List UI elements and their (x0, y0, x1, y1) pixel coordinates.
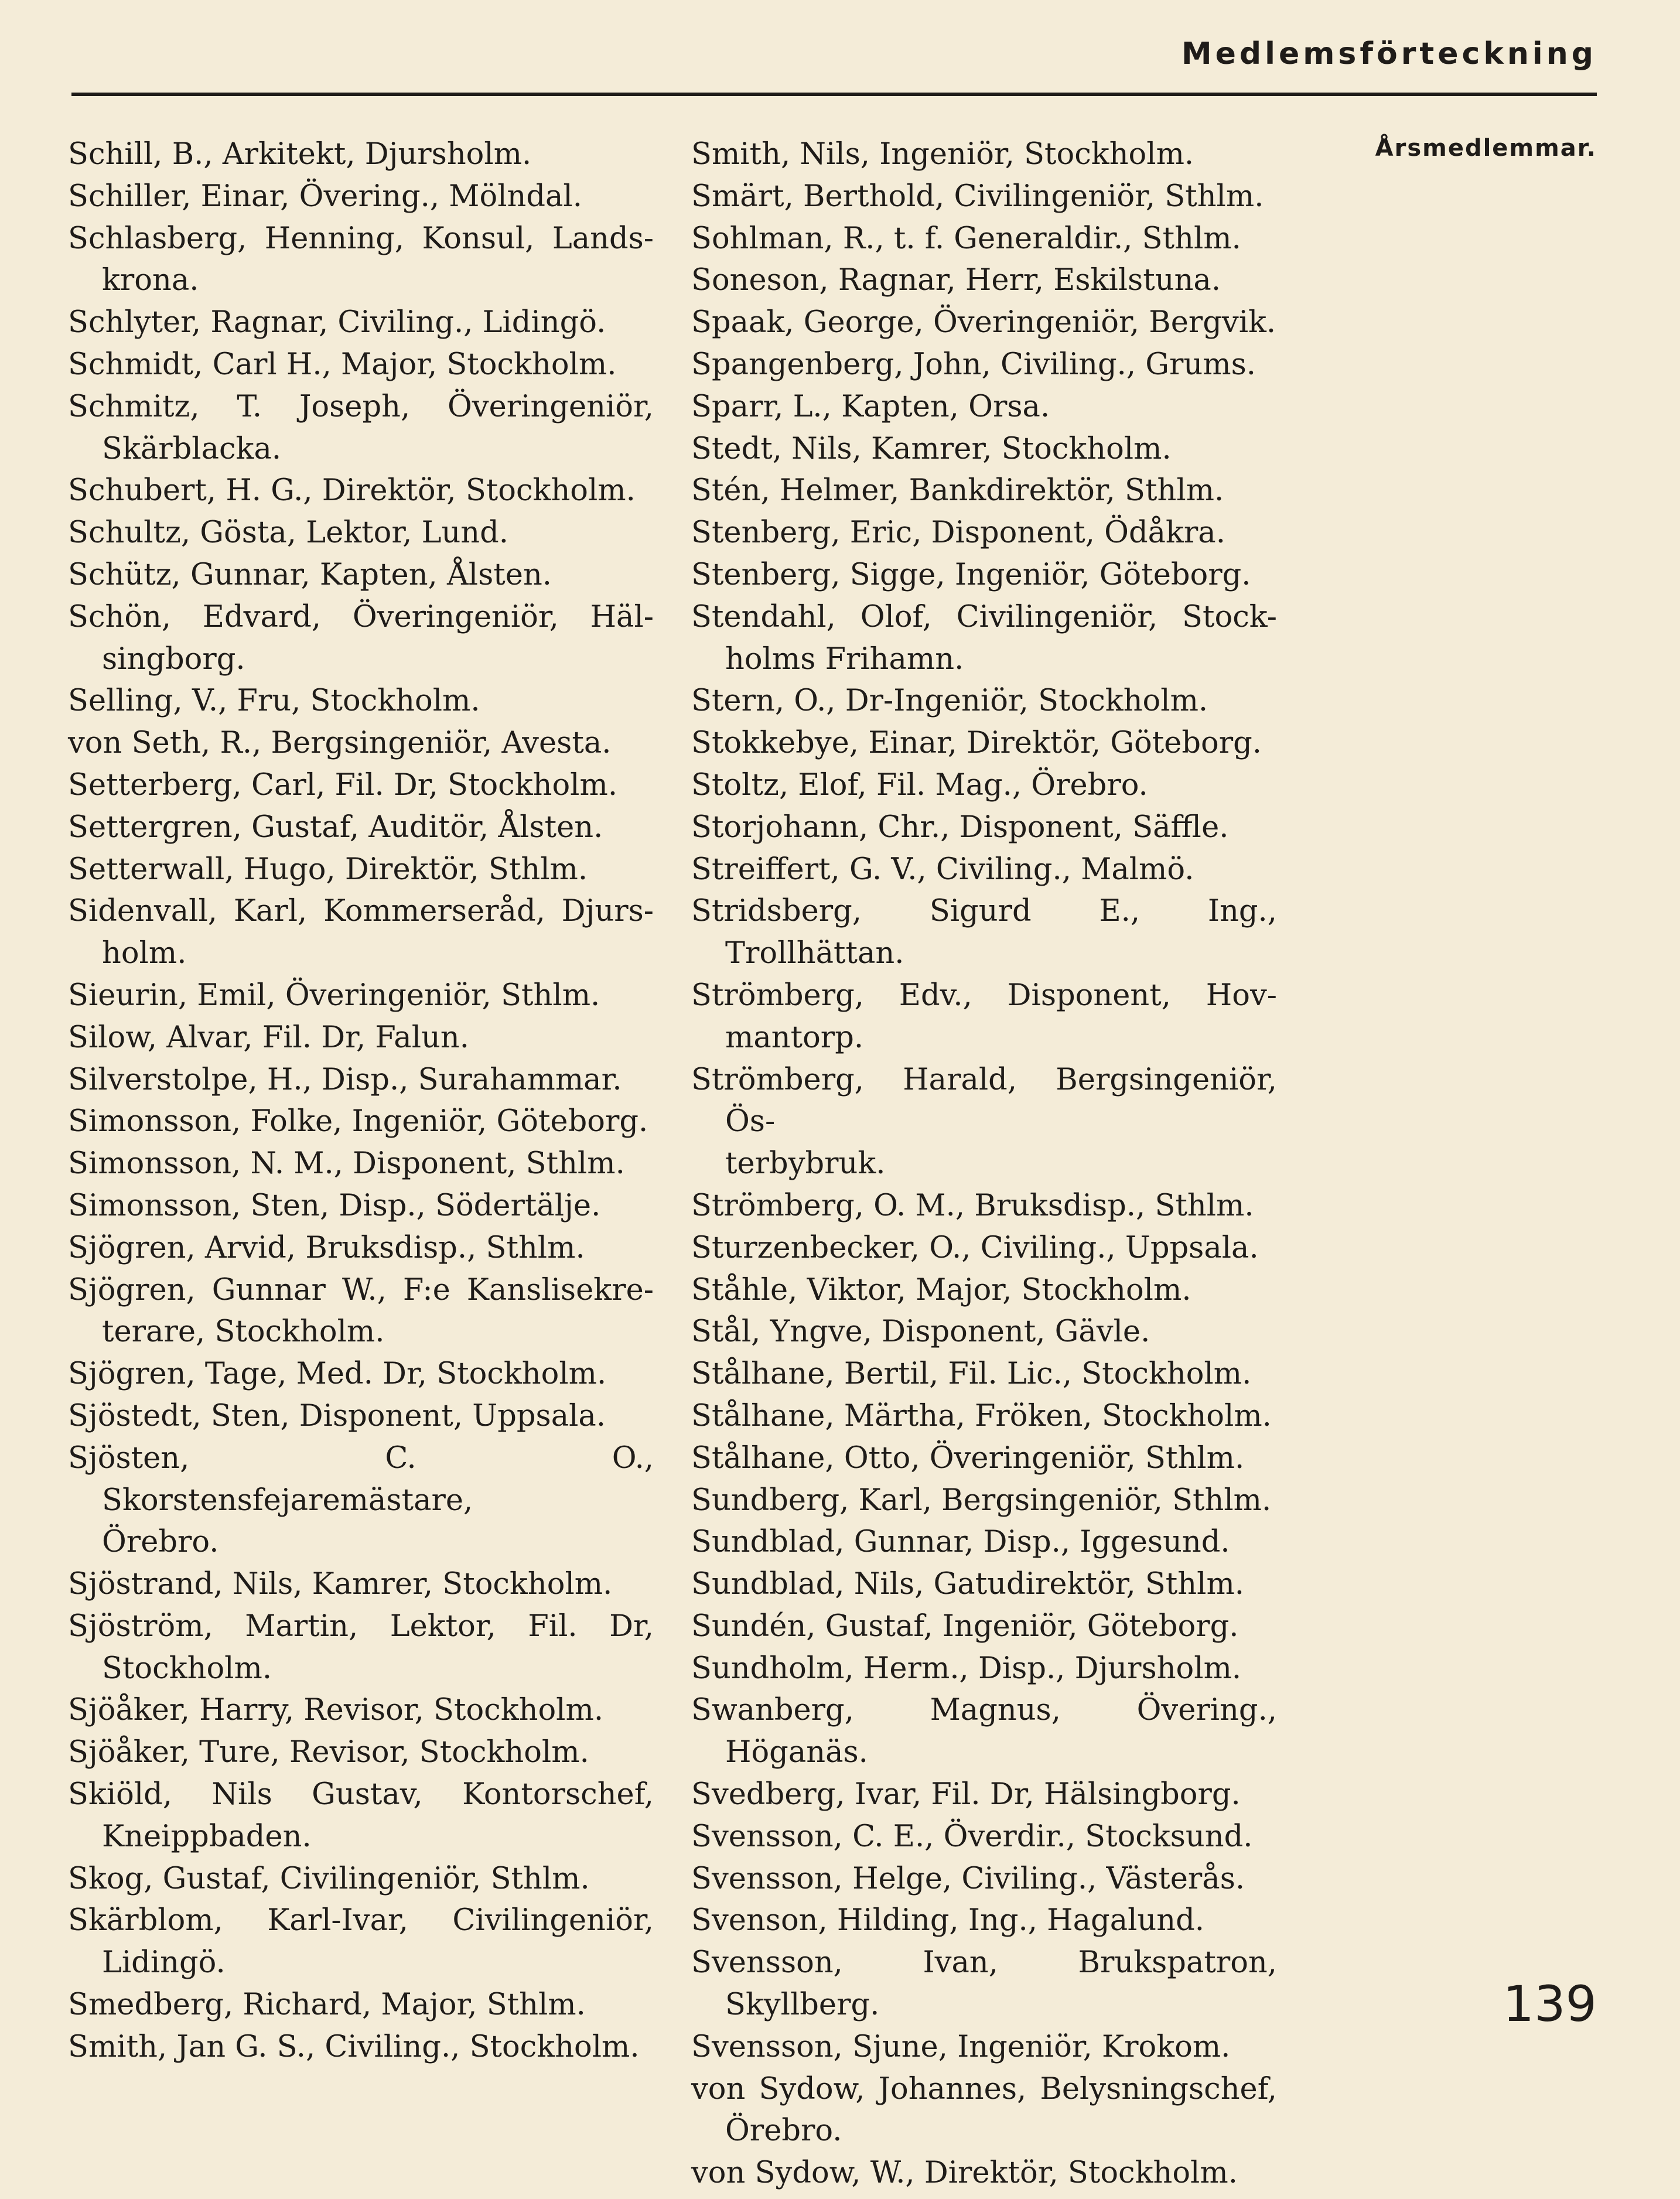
member-entry (691, 596, 1277, 681)
member-entry-text: Sjöström, Martin, Lektor, Fil. Dr, (68, 1609, 654, 1644)
member-entry-text: Stenberg, Sigge, Ingeniör, Göteborg. (691, 557, 1251, 592)
member-entry (68, 1353, 654, 1395)
member-entry (691, 218, 1277, 260)
member-entry-text: Svensson, Helge, Civiling., Västerås. (691, 1861, 1245, 1896)
member-entry (68, 1059, 654, 1101)
member-entry (691, 1689, 1277, 1774)
member-entry-text: Setterwall, Hugo, Direktör, Sthlm. (68, 852, 588, 887)
member-entry (68, 1606, 654, 1690)
member-entry-text: Schiller, Einar, Övering., Mölndal. (68, 179, 582, 214)
member-entry-text: von Sydow, W., Direktör, Stockholm. (691, 2156, 1238, 2191)
member-entry-continuation: terare, Stockholm. (102, 1314, 385, 1350)
member-entry-text: Svensson, Sjune, Ingeniör, Krokom. (691, 2029, 1231, 2064)
member-entry-text: Sundholm, Herm., Disp., Djursholm. (691, 1651, 1242, 1686)
member-entry (68, 764, 654, 807)
member-entry-text: Ståhle, Viktor, Major, Stockholm. (691, 1272, 1191, 1307)
member-entry-text: Stokkebye, Einar, Direktör, Göteborg. (691, 726, 1262, 761)
member-entry-text: Sidenvall, Karl, Kommerseråd, Djurs- (68, 894, 654, 929)
member-entry (691, 1269, 1277, 1312)
member-entry-text: Sjöåker, Harry, Revisor, Stockholm. (68, 1693, 604, 1728)
running-header-title: Medlemsförteckning (1181, 36, 1597, 71)
member-entry-text: Smith, Nils, Ingeniör, Stockholm. (691, 137, 1194, 172)
member-entry-text: Silow, Alvar, Fil. Dr, Falun. (68, 1020, 469, 1055)
member-entry (691, 849, 1277, 891)
member-entry-text: Stoltz, Elof, Fil. Mag., Örebro. (691, 767, 1148, 803)
member-entry (68, 1269, 654, 1354)
page-number: 139 (1503, 1975, 1597, 2033)
member-entry-text: Schütz, Gunnar, Kapten, Ålsten. (68, 557, 552, 592)
member-entry-text: Sieurin, Emil, Överingeniör, Sthlm. (68, 978, 600, 1013)
member-entry (691, 512, 1277, 554)
member-entry (68, 1732, 654, 1774)
member-entry (691, 1606, 1277, 1648)
member-entry (68, 1227, 654, 1269)
member-entry-text: Smith, Jan G. S., Civiling., Stockholm. (68, 2029, 640, 2064)
member-entry-text: Sjöåker, Ture, Revisor, Stockholm. (68, 1735, 589, 1770)
member-entry (68, 1185, 654, 1227)
member-entry (68, 176, 654, 218)
member-entry (68, 344, 654, 386)
member-entry-continuation: Stockholm. (102, 1651, 272, 1686)
member-entry (691, 344, 1277, 386)
member-entry (691, 2152, 1277, 2194)
member-entry-text: Schön, Edvard, Överingeniör, Häl- (68, 599, 654, 634)
member-entry (691, 386, 1277, 428)
member-entry-text: Schlasberg, Henning, Konsul, Lands- (68, 221, 654, 256)
member-entry-text: Schmidt, Carl H., Major, Stockholm. (68, 347, 617, 382)
member-entry-text: Smärt, Berthold, Civilingeniör, Sthlm. (691, 179, 1264, 214)
right-column-member-list (691, 134, 1277, 2194)
member-entry (691, 302, 1277, 344)
member-entry-text: Svedberg, Ivar, Fil. Dr, Hälsingborg. (691, 1777, 1241, 1812)
member-entry-text: Sjögren, Tage, Med. Dr, Stockholm. (68, 1357, 607, 1392)
member-entry (691, 1648, 1277, 1690)
member-entry-text: Svenson, Hilding, Ing., Hagalund. (691, 1903, 1204, 1938)
member-entry-text: Stenberg, Eric, Disponent, Ödåkra. (691, 515, 1225, 551)
member-entry-text: Sundblad, Nils, Gatudirektör, Sthlm. (691, 1567, 1245, 1602)
member-entry (68, 470, 654, 512)
member-entry-continuation: Örebro. (725, 2113, 842, 2149)
member-entry (691, 470, 1277, 512)
member-entry (691, 1353, 1277, 1395)
member-entry (691, 890, 1277, 975)
member-entry (691, 807, 1277, 849)
member-entry (68, 1900, 654, 1984)
member-entry (691, 680, 1277, 722)
member-entry (68, 1437, 654, 1563)
member-entry-text: Soneson, Ragnar, Herr, Eskilstuna. (691, 263, 1221, 298)
member-entry-continuation: krona. (102, 263, 199, 298)
member-entry (68, 1143, 654, 1185)
member-entry-text: Stålhane, Otto, Överingeniör, Sthlm. (691, 1440, 1245, 1476)
member-entry-text: Smedberg, Richard, Major, Sthlm. (68, 1988, 586, 2023)
member-entry-text: Schill, B., Arkitekt, Djursholm. (68, 137, 532, 172)
member-entry-text: Sohlman, R., t. f. Generaldir., Sthlm. (691, 221, 1241, 256)
header-rule (71, 93, 1597, 96)
member-entry (691, 1816, 1277, 1858)
member-entry (691, 2068, 1277, 2153)
member-entry-text: Sundberg, Karl, Bergsingeniör, Sthlm. (691, 1483, 1272, 1518)
member-entry-text: Streiffert, G. V., Civiling., Malmö. (691, 852, 1194, 887)
member-entry (68, 680, 654, 722)
member-entry-continuation: Kneippbaden. (102, 1819, 312, 1854)
member-entry-text: Simonsson, N. M., Disponent, Sthlm. (68, 1146, 625, 1182)
member-entry (691, 1185, 1277, 1227)
member-entry-text: Stridsberg, Sigurd E., Ing., Trollhättan. (691, 894, 1277, 971)
member-entry-text: Sjögren, Arvid, Bruksdisp., Sthlm. (68, 1230, 585, 1265)
member-entry-continuation: Skärblacka. (102, 431, 282, 466)
member-entry-text: Simonsson, Folke, Ingeniör, Göteborg. (68, 1104, 648, 1139)
member-entry-text: Spangenberg, John, Civiling., Grums. (691, 347, 1256, 382)
member-entry-text: Stålhane, Bertil, Fil. Lic., Stockholm. (691, 1357, 1252, 1392)
marginal-section-label: Årsmedlemmar. (1375, 135, 1597, 162)
member-entry-continuation: singborg. (102, 641, 245, 677)
member-entry-continuation: Lidingö. (102, 1945, 226, 1981)
member-entry (68, 890, 654, 975)
member-entry-text: Storjohann, Chr., Disponent, Säffle. (691, 810, 1229, 845)
member-entry-text: Setterberg, Carl, Fil. Dr, Stockholm. (68, 767, 618, 803)
member-entry (691, 134, 1277, 176)
member-entry-text: Sundén, Gustaf, Ingeniör, Göteborg. (691, 1609, 1239, 1644)
member-entry (691, 176, 1277, 218)
member-entry-continuation: Örebro. (102, 1525, 219, 1560)
member-entry (68, 1395, 654, 1437)
member-entry (68, 218, 654, 302)
member-entry (691, 1900, 1277, 1942)
member-entry (68, 1774, 654, 1858)
member-entry-text: Strömberg, Edv., Disponent, Hov- (691, 978, 1277, 1013)
member-entry-text: Svensson, Ivan, Brukspatron, Skyllberg. (691, 1945, 1277, 2023)
member-entry (691, 975, 1277, 1059)
member-entry (691, 554, 1277, 596)
member-entry (691, 722, 1277, 764)
member-entry (68, 1017, 654, 1059)
member-entry (68, 386, 654, 470)
member-entry-text: Sjöstrand, Nils, Kamrer, Stockholm. (68, 1567, 613, 1602)
member-entry (691, 2026, 1277, 2068)
member-entry-text: Sjösten, C. O., Skorstensfejaremästare, (68, 1440, 654, 1518)
member-entry (68, 722, 654, 764)
member-entry (691, 1059, 1277, 1185)
member-entry (691, 1311, 1277, 1353)
member-entry-text: Settergren, Gustaf, Auditör, Ålsten. (68, 810, 603, 845)
member-entry (68, 1563, 654, 1606)
member-entry (691, 1942, 1277, 2026)
member-entry-text: Strömberg, Harald, Bergsingeniör, Ös- (691, 1062, 1277, 1139)
member-entry-text: von Seth, R., Bergsingeniör, Avesta. (68, 726, 612, 761)
member-entry-text: Sjögren, Gunnar W., F:e Kanslisekre- (68, 1272, 654, 1307)
member-entry (68, 1858, 654, 1900)
member-entry-continuation: holm. (102, 936, 187, 971)
member-entry-continuation: mantorp. (725, 1020, 864, 1055)
member-entry (691, 1480, 1277, 1522)
member-entry-text: Schultz, Gösta, Lektor, Lund. (68, 515, 509, 551)
member-entry-text: Simonsson, Sten, Disp., Södertälje. (68, 1188, 601, 1223)
member-entry-text: Skog, Gustaf, Civilingeniör, Sthlm. (68, 1861, 590, 1896)
member-entry-text: Spaak, George, Överingeniör, Bergvik. (691, 305, 1276, 340)
member-entry (68, 554, 654, 596)
member-entry-text: Silverstolpe, H., Disp., Surahammar. (68, 1062, 622, 1097)
member-entry-text: von Sydow, Johannes, Belysningschef, (691, 2071, 1277, 2106)
member-entry-text: Strömberg, O. M., Bruksdisp., Sthlm. (691, 1188, 1254, 1223)
member-entry (691, 1858, 1277, 1900)
member-entry (691, 1563, 1277, 1606)
member-entry-text: Stålhane, Märtha, Fröken, Stockholm. (691, 1398, 1272, 1433)
member-entry (691, 1774, 1277, 1816)
member-entry-text: Stål, Yngve, Disponent, Gävle. (691, 1314, 1150, 1350)
member-entry-text: Sundblad, Gunnar, Disp., Iggesund. (691, 1525, 1230, 1560)
member-entry (68, 512, 654, 554)
member-entry (691, 428, 1277, 470)
member-entry-text: Stendahl, Olof, Civilingeniör, Stock- (691, 599, 1277, 634)
member-entry-text: Swanberg, Magnus, Övering., Höganäs. (691, 1693, 1277, 1770)
member-entry-text: Sturzenbecker, O., Civiling., Uppsala. (691, 1230, 1259, 1265)
member-entry-text: Schlyter, Ragnar, Civiling., Lidingö. (68, 305, 606, 340)
left-column-member-list (68, 134, 654, 2068)
member-entry-text: Sjöstedt, Sten, Disponent, Uppsala. (68, 1398, 606, 1433)
member-entry (691, 1227, 1277, 1269)
member-entry (68, 134, 654, 176)
member-entry (691, 764, 1277, 807)
member-entry-text: Sparr, L., Kapten, Orsa. (691, 389, 1050, 424)
member-entry (68, 1689, 654, 1732)
member-entry-text: Schubert, H. G., Direktör, Stockholm. (68, 473, 636, 508)
member-entry (68, 849, 654, 891)
member-entry-text: Skärblom, Karl-Ivar, Civilingeniör, (68, 1903, 654, 1938)
member-entry-continuation: terbybruk. (725, 1146, 886, 1182)
member-entry-text: Skiöld, Nils Gustav, Kontorschef, (68, 1777, 654, 1812)
member-entry (68, 1101, 654, 1143)
member-entry (68, 302, 654, 344)
member-entry-text: Stern, O., Dr-Ingeniör, Stockholm. (691, 684, 1208, 719)
member-entry-text: Svensson, C. E., Överdir., Stocksund. (691, 1819, 1253, 1854)
member-entry-text: Stedt, Nils, Kamrer, Stockholm. (691, 431, 1172, 466)
member-entry (691, 1521, 1277, 1563)
member-entry-text: Selling, V., Fru, Stockholm. (68, 684, 480, 719)
member-entry (68, 2026, 654, 2068)
member-entry (691, 259, 1277, 302)
member-entry (691, 1437, 1277, 1480)
member-entry (68, 596, 654, 681)
member-entry (68, 1984, 654, 2026)
member-entry (68, 807, 654, 849)
member-entry-text: Schmitz, T. Joseph, Överingeniör, (68, 389, 654, 424)
member-entry (68, 975, 654, 1017)
member-entry-text: Stén, Helmer, Bankdirektör, Sthlm. (691, 473, 1224, 508)
member-entry (691, 1395, 1277, 1437)
member-entry-continuation: holms Frihamn. (725, 641, 964, 677)
